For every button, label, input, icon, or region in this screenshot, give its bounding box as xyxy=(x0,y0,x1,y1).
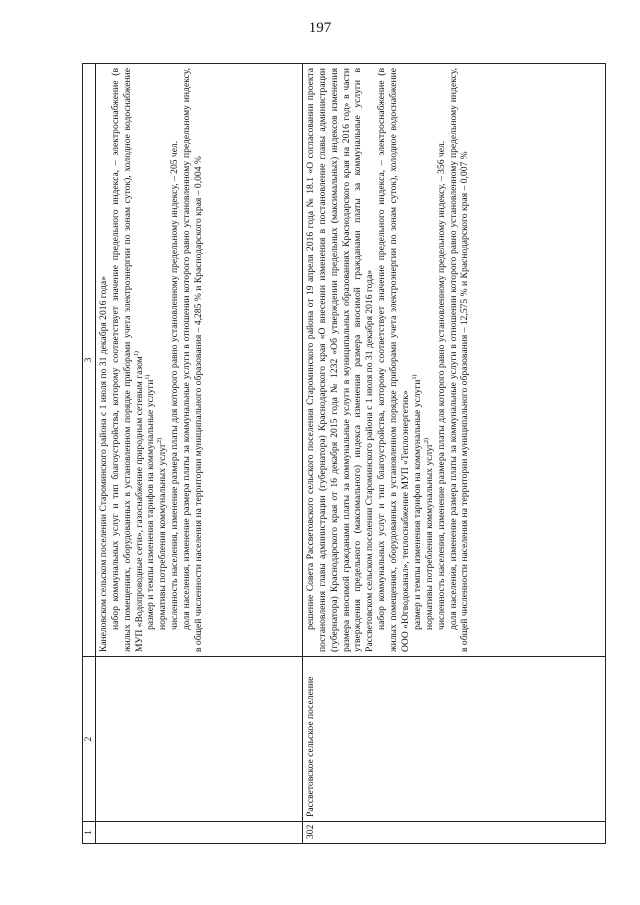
decision-text: решение Совета Рассветовского сельского поселения Староминского района от 19 апреля 2016 года № 18.1 «О согласовании проекта постановления главы администрации (губернатора) Краснодарского края «О внесении изменения в постановление главы администрации (губернатора) Краснодарского края от 16 декабря 2015 года № 1232 «Об утверждении предельных (максимальных) индексов изменения размера вносимой гражданами платы за коммунальные услуги в муниципальных образованиях Краснодарского края на 2016 год» в части утверждения предельного (максимального) индекса изменения размера вносимой гражданами платы за коммунальные услуги в Рассветовском сельском поселении Староминского района с 1 июля по 31 декабря 2016 года» xyxy=(304,68,376,652)
tariff-text: размер и темпы изменения тарифов на коммунальные услуги$^{1)}$ xyxy=(411,374,423,630)
header-col-1: 1 xyxy=(83,822,96,844)
row-number-cell: 302 xyxy=(302,822,605,844)
decision-text: Канеловском сельском поселении Староминского района с 1 июля по 31 декабря 2016 года» xyxy=(97,276,109,652)
share-text: доля населения, изменение размера платы за коммунальные услуги в отношении которого равно установленному предельному индексу, в общей численности населения на территории муниципального образования – 12,575 % и Краснодарского края – 0,007 % xyxy=(447,68,471,652)
data-table xyxy=(82,63,606,844)
service-set-text: набор коммунальных услуг и тип благоустройства, которому соответствует значение предельного индекса, – электроснабжение (в жилых помещениях, оборудованных в установленном порядке приборами учета электроэнергии по зонам суток), холодное водоснабжение МУП «Водопроводные сети», газоснабжение природным сетевым газом$^{1)}$ xyxy=(109,68,145,652)
norms-text: нормативы потребления коммунальных услуг$^{2)}$ xyxy=(157,438,169,630)
header-col-2: 2 xyxy=(83,657,96,822)
table-row xyxy=(302,64,605,844)
details-cell xyxy=(302,64,605,657)
municipality-cell: Рассветовское сельское поселение xyxy=(302,657,605,822)
tariff-text: размер и темпы изменения тарифов на коммунальные услуги$^{1)}$ xyxy=(145,374,157,630)
table-container xyxy=(82,64,606,844)
page-number: 197 xyxy=(308,20,332,36)
share-text: доля населения, изменение размера платы за коммунальные услуги в отношении которого равно установленному предельному индексу, в общей численности населения на территории муниципального образования – 4,285 % и Краснодарского края – 0,004 % xyxy=(181,68,205,652)
details-cell xyxy=(95,64,302,657)
service-set-text: набор коммунальных услуг и тип благоустройства, которому соответствует значение предельного индекса, – электроснабжение (в жилых помещениях, оборудованных в установленном порядке приборами учета электроэнергии по зонам суток), холодное водоснабжение ООО «Югводоканал», теплоснабжение МУП «Теплоэнергетик» xyxy=(376,68,412,652)
municipality-cell xyxy=(95,657,302,822)
header-col-3: 3 xyxy=(83,64,96,657)
rotated-table-frame xyxy=(82,64,606,844)
table-header-row xyxy=(83,64,96,844)
population-text: численность населения, изменение размера платы для которого равно установленному предельному индексу, – 205 чел. xyxy=(169,140,181,630)
table-row-continued xyxy=(95,64,302,844)
population-text: численность населения, изменение размера платы для которого равно установленному предельному индексу, – 356 чел. xyxy=(435,140,447,630)
norms-text: нормативы потребления коммунальных услуг$^{2)}$ xyxy=(423,438,435,630)
row-number-cell xyxy=(95,822,302,844)
